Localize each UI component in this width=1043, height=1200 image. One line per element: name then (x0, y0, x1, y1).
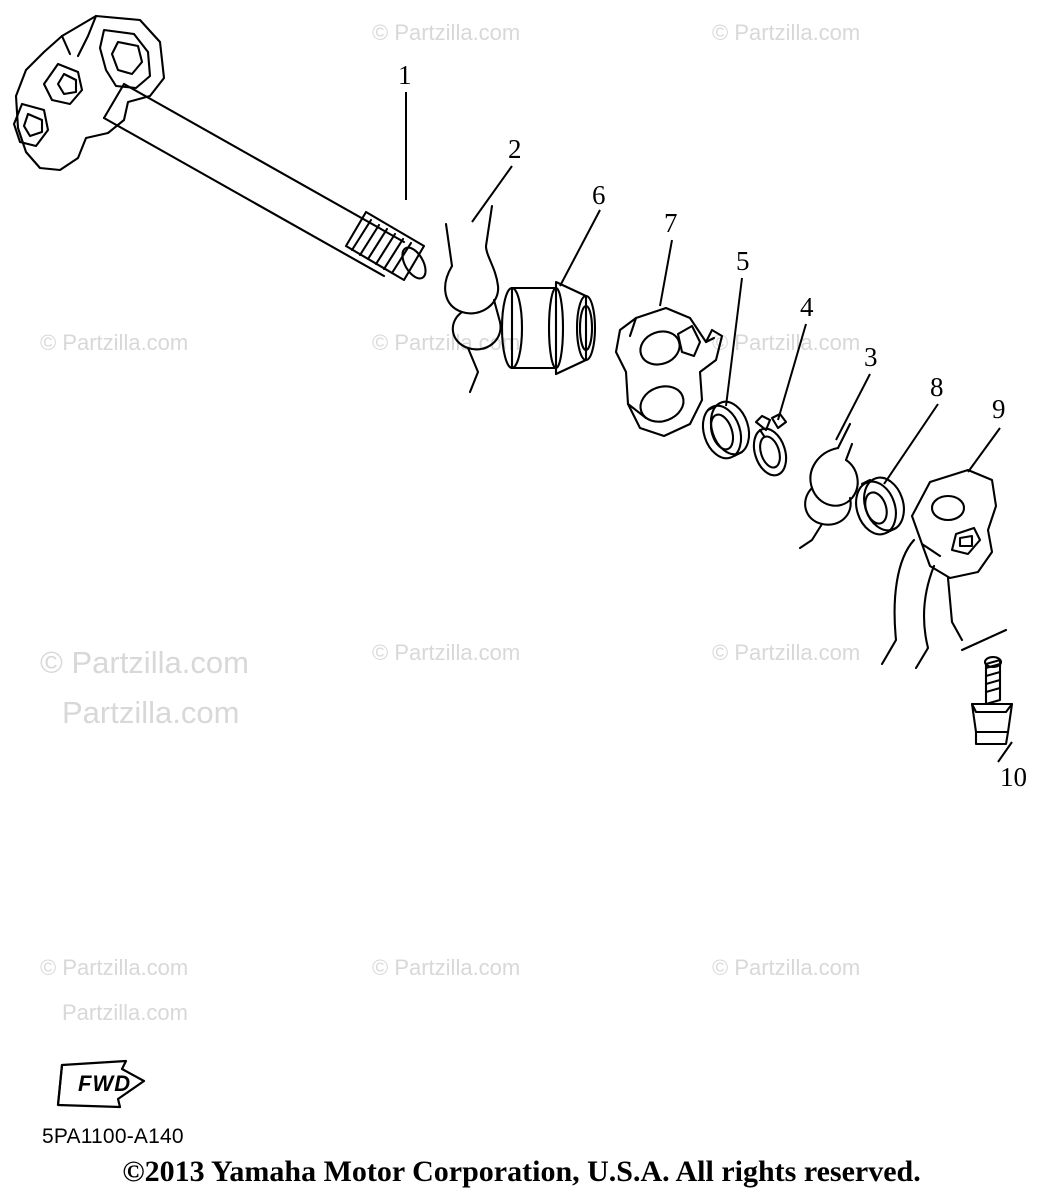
callout-6-collar: 6 (592, 180, 606, 210)
callout-7-shift-lever: 7 (664, 208, 678, 238)
watermark: © Partzilla.com (712, 20, 861, 45)
watermark: © Partzilla.com (372, 640, 521, 665)
watermark: Partzilla.com (62, 1000, 188, 1025)
fwd-direction-marker (52, 1055, 152, 1111)
callout-8-washer: 8 (930, 372, 944, 402)
callout-2-spring: 2 (508, 134, 522, 164)
watermark: © Partzilla.com (372, 20, 521, 45)
watermark: © Partzilla.com (372, 955, 521, 980)
leader-3 (836, 374, 870, 440)
fwd-label: FWD (78, 1071, 132, 1096)
watermark: © Partzilla.com (712, 955, 861, 980)
watermark: Partzilla.com (62, 695, 240, 730)
watermark: © Partzilla.com (40, 955, 189, 980)
watermark: © Partzilla.com (712, 330, 861, 355)
leader-8 (884, 404, 938, 484)
leader-10 (998, 742, 1012, 762)
callout-3-torsion-spring: 3 (864, 342, 878, 372)
watermark: © Partzilla.com (40, 330, 189, 355)
callout-5-washer: 5 (736, 246, 750, 276)
leader-5 (726, 278, 742, 406)
watermark: © Partzilla.com (712, 640, 861, 665)
watermark: © Partzilla.com (40, 645, 249, 680)
callout-10-bolt: 10 (1000, 762, 1027, 792)
callout-4-clip: 4 (800, 292, 814, 322)
leader-9 (968, 428, 1000, 472)
copyright-notice: ©2013 Yamaha Motor Corporation, U.S.A. All rights reserved. (122, 1155, 921, 1188)
callout-1-shift-shaft: 1 (398, 60, 412, 90)
leader-4 (778, 324, 806, 420)
callout-9-shift-arm: 9 (992, 394, 1006, 424)
leader-7 (660, 240, 672, 306)
watermark: © Partzilla.com (372, 330, 521, 355)
leader-6 (560, 210, 600, 286)
part-code-label: 5PA1100-A140 (42, 1125, 184, 1148)
leader-2 (472, 166, 512, 222)
